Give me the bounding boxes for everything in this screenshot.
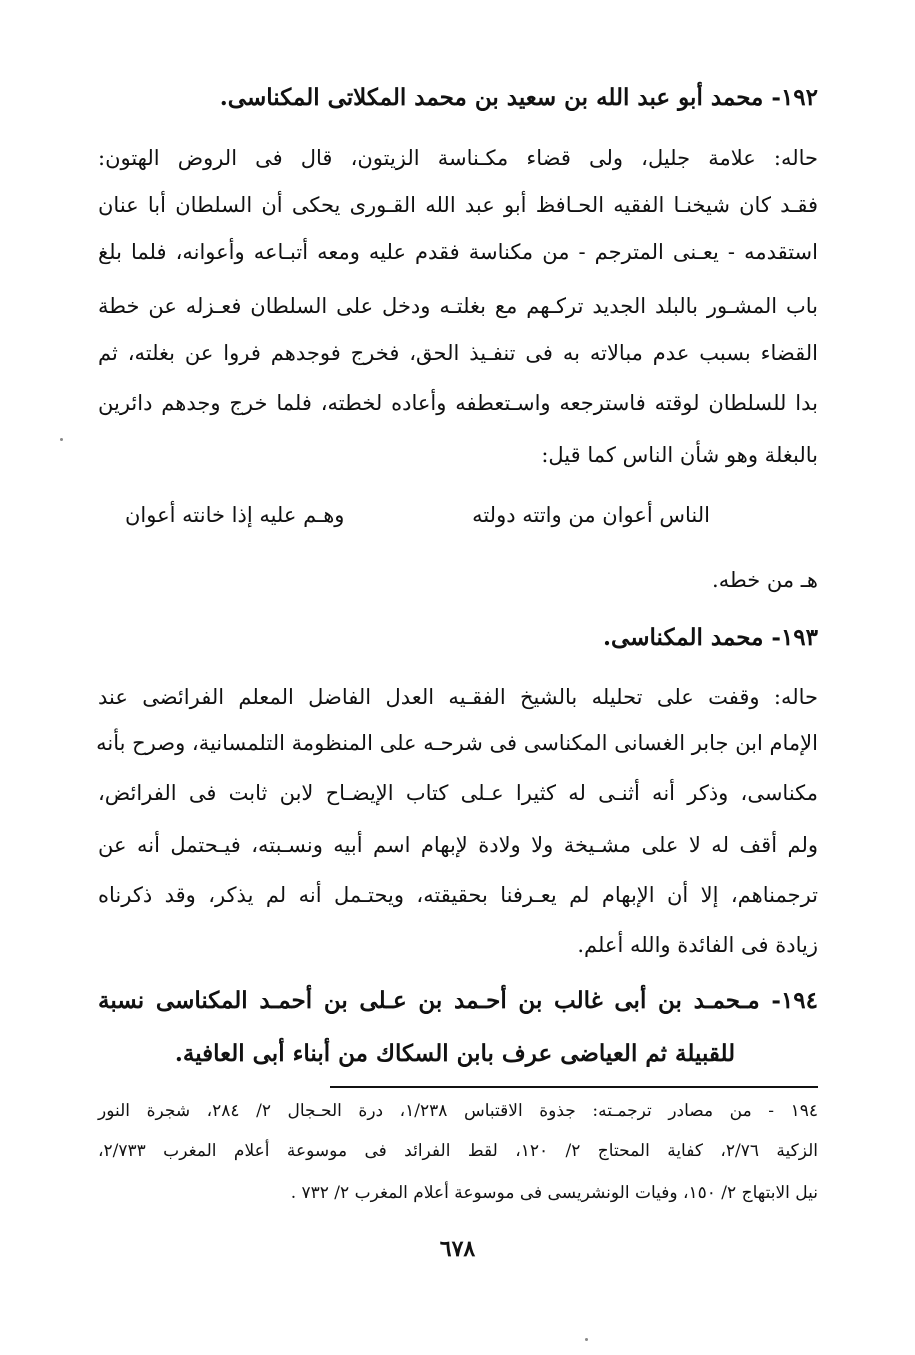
entry-194-heading-line-2: للقبيلة ثم العياضى عرف بابن السكاك من أبناء أبى العافية. (174, 1040, 736, 1067)
entry-194-heading-line-1: ١٩٤- مـحمـد بن أبى غالب بن أحـمد بن عـلى بن أحمـد المكناسى نسبة (98, 987, 818, 1014)
entry-192-line-1: حاله: علامة جليل، ولى قضاء مكـناسة الزيتون، قال فى الروض الهتون: (98, 146, 818, 170)
entry-192-closing: هـ من خطه. (712, 568, 818, 592)
entry-193-line-5: ترجمناهم، إلا أن الإبهام لم يعـرفنا بحقيقته، ويحتـمل أنه لم يذكر، وقد ذكرناه (98, 883, 818, 907)
entry-193-line-1: حاله: وقفت على تحليله بالشيخ الفقـيه العدل الفاضل المعلم الفرائضى عند (98, 685, 818, 709)
entry-193-line-6: زيادة فى الفائدة والله أعلم. (577, 933, 818, 957)
entry-193-line-4: ولم أقف له لا على مشـيخة ولا ولادة لإبهام اسم أبيه ونسـبته، فيـحتمل أنه عن (98, 833, 818, 857)
entry-193-line-3: مكناسى، وذكر أنه أثنـى له كثيرا عـلى كتاب الإيضـاح لابن ثابت فى الفرائض، (98, 781, 818, 805)
scan-speck (585, 1338, 588, 1341)
scan-speck (60, 438, 63, 441)
entry-193-line-2: الإمام ابن جابر الغسانى المكناسى فى شرحـه على المنظومة التلمسانية، وصرح بأنه (96, 731, 818, 755)
entry-192-line-5: القضاء بسبب عدم مبالاته به فى تنفـيذ الحق، فخرج فوجدهم فروا عن بغلته، ثم (98, 341, 818, 365)
page-number: ٦٧٨ (439, 1236, 476, 1262)
verse-second-hemistich: وهـم عليه إذا خانته أعوان (125, 503, 345, 527)
entry-192-line-6: بدا للسلطان لوقته فاسترجعه واسـتعطفه وأعاده لخطته، فلما خرج وجدهم دائرين (98, 391, 818, 415)
footnote-rule (330, 1086, 818, 1088)
entry-192-line-2: فقـد كان شيخنـا الفقيه الحـافظ أبو عبد الله القـورى يحكى أن السلطان أبا عنان (98, 193, 818, 217)
entry-192-heading: ١٩٢- محمد أبو عبد الله بن سعيد بن محمد المكلاتى المكناسى. (219, 84, 818, 111)
entry-192-line-7: بالبغلة وهو شأن الناس كما قيل: (541, 443, 818, 467)
entry-192-line-3: استقدمه - يعـنى المترجم - من مكناسة فقدم عليه ومعه أتبـاعه وأعوانه، فلما بلغ (98, 240, 818, 264)
verse-first-hemistich: الناس أعوان من واتته دولته (472, 503, 710, 527)
entry-193-heading: ١٩٣- محمد المكناسى. (603, 624, 818, 651)
footnote-line-3: نيل الابتهاج ٢/ ١٥٠، وفيات الونشريسى فى موسوعة أعلام المغرب ٢/ ٧٣٢ . (290, 1183, 818, 1203)
footnote-line-2: الزكية ٢/٧٦، كفاية المحتاج ٢/ ١٢٠، لقط الفرائد فى موسوعة أعلام المغرب ٢/٧٣٣، (98, 1141, 819, 1161)
footnote-line-1: ١٩٤ - من مصادر ترجمـته: جذوة الاقتباس ١/٢٣٨، درة الحـجال ٢/ ٢٨٤، شجرة النور (98, 1101, 818, 1121)
entry-192-line-4: باب المشـور بالبلد الجديد تركـهم مع بغلتـه ودخل على السلطان فعـزله عن خطة (98, 294, 818, 318)
